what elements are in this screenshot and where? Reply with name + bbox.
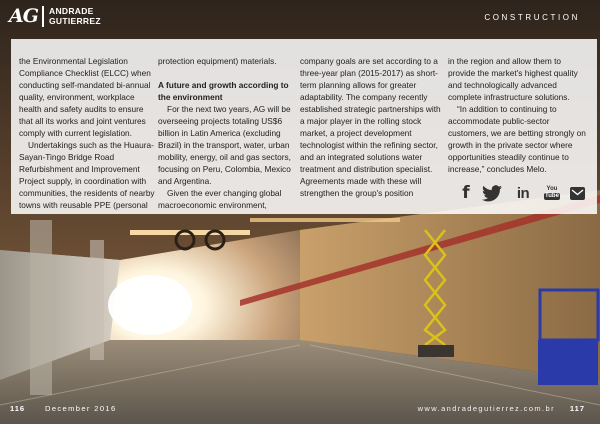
article-panel xyxy=(11,39,597,214)
youtube-label-bottom: Tube xyxy=(545,193,559,199)
facebook-icon[interactable]: f xyxy=(462,183,470,203)
page-number-right: 117 xyxy=(569,404,585,413)
paragraph: the Environmental Legislation Compliance Checklist (ELCC) when conducting self-mandated bi-annual quality, environment, workplace health and safety audits to ensure that all its works and joint ventures comply with current legislation. xyxy=(19,56,151,138)
email-icon[interactable] xyxy=(569,182,585,204)
paragraph: protection equipment) materials. xyxy=(158,56,277,66)
article-column-1 xyxy=(19,55,159,211)
twitter-icon[interactable] xyxy=(481,182,503,204)
article-column-2 xyxy=(158,55,298,211)
page-number-left: 116 xyxy=(10,404,26,413)
paragraph: For the next two years, AG will be overseeing projects totaling US$6 billion in Latin America (excluding Brazil) in the transport, water, urban mobility, energy, oil and gas sectors, focusing on Peru, Colombia, Mexico and Argentina. xyxy=(158,104,291,186)
linkedin-icon[interactable]: in xyxy=(516,184,530,202)
logo-line-1: ANDRADE xyxy=(49,6,94,16)
article-column-4 xyxy=(448,55,588,175)
section-title: CONSTRUCTION xyxy=(484,13,580,22)
article-column-3 xyxy=(300,55,444,199)
paragraph: Given the ever changing global macroeconomic environment, xyxy=(158,188,282,210)
youtube-label-top: You xyxy=(546,186,558,192)
subheading: A future and growth according to the environment xyxy=(158,80,289,102)
company-logo-mark: AG xyxy=(9,5,38,27)
logo-divider xyxy=(42,6,44,27)
paragraph: company goals are set according to a three-year plan (2015-2017) as short-term planning allows for greater adaptability. The company recently established strategic partnerships with a major player in the rolling stock market, a project development technologist within the refining sector, and an integrated solutions water treatment and distribution specialist. Agreements made with these will strengthen the group's position xyxy=(300,56,441,198)
logo-line-2: GUTIERREZ xyxy=(49,16,101,26)
paragraph: in the region and allow them to provide the market's highest quality and technologically advanced complete infrastructure solutions. xyxy=(448,56,578,102)
paragraph: Undertakings such as the Huaura-Sayan-Tingo Bridge Road Refurbishment and Improvement Project supply, in coordination with communities, the residents of nearby towns with reusable PPE (personal xyxy=(19,140,155,210)
website-link[interactable]: www.andradegutierrez.com.br xyxy=(417,404,555,413)
youtube-icon[interactable] xyxy=(543,182,561,204)
issue-date: December 2016 xyxy=(45,404,117,413)
quote-paragraph: “In addition to continuing to accommodate public-sector customers, we are betting strongly on growth in the private sector where opportunities steadily continue to increase,” concludes Melo. xyxy=(448,104,586,174)
company-logo-name xyxy=(49,6,101,26)
social-links xyxy=(453,182,591,204)
